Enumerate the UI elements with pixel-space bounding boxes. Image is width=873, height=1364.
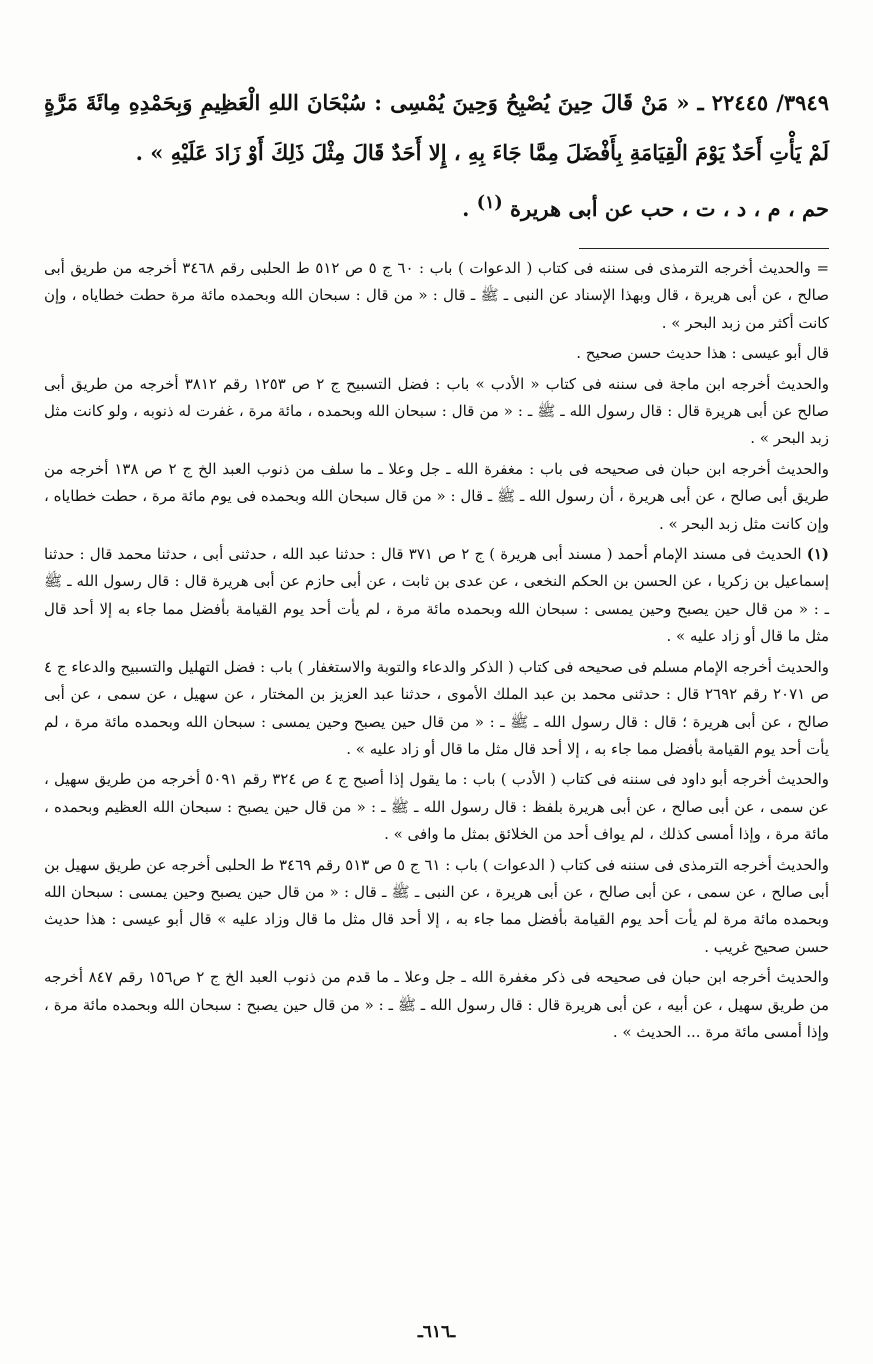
- footnote-divider: [579, 248, 829, 249]
- footnote-paragraph: والحديث أخرجه الإمام مسلم فى صحيحه فى كتاب ( الذكر والدعاء والتوبة والاستغفار ) باب : فضل التهليل والتسبيح والدعاء ج ٤ ص ٢٠٧١ رقم ٢٦٩٢ قال : حدثنى محمد بن عبد الملك الأموى ، حدثنا عبد العزيز بن المختار ، عن سهيل ، عن سمى ، عن أبى صالح ، عن أبى هريرة ؛ قال : قال رسول الله ـ ﷺ ـ : « من قال حين يصبح وحين يمسى : سبحان الله وبحمده مائة مرة ، لم يأت أحد يوم القيامة بأفضل مما جاء به ، إلا أحد قال مثل ما قال أو زاد عليه » .: [44, 657, 829, 758]
- note-paragraph: والحديث أخرجه ابن ماجة فى سننه فى كتاب « الأدب » باب : فضل التسبيح ج ٢ ص ١٢٥٣ رقم ٣٨١٢ أخرجه من طريق أبى صالح عن أبى هريرة قال : قال رسول الله ـ ﷺ ـ : « من قال : سبحان الله وبحمده ، مائة مرة ، غفرت له ذنوبه ، ولو كانت مثل زبد البحر » .: [44, 374, 830, 448]
- footnote-reference: (١): [476, 193, 503, 213]
- footnote-mark: (١): [806, 545, 830, 564]
- footnote-paragraph: والحديث أخرجه الترمذى فى سننه فى كتاب ( الدعوات ) باب : ٦١ ج ٥ ص ٥١٣ رقم ٣٤٦٩ ط الحلبى أخرجه عن طريق سهيل بن أبى صالح ، عن سمى ، عن أبى صالح ، عن أبى هريرة ، عن النبى ـ ﷺ ـ قال : « من قال حين يصبح وحين يمسى : سبحان الله وبحمده مائة مرة لم يأت أحد يوم القيامة بأفضل مما جاء به ، إلا أحد قال مثل ما قال وزاد عليه » قال أبو عيسى : هذا حديث حسن صحيح غريب .: [44, 855, 829, 956]
- hadith-main: [44, 78, 829, 234]
- page-content: [44, 78, 829, 1049]
- note-paragraph: والحديث أخرجه ابن حبان فى صحيحه فى باب : مغفرة الله ـ جل وعلا ـ ما سلف من ذنوب العبد الخ ج ٢ ص ١٣٨ أخرجه من طريق أبى صالح ، عن أبى هريرة ، أن رسول الله ـ ﷺ ـ قال : « من قال سبحان الله وبحمده فى يوم مائة مرة ، حطت خطاياه ، وإن كانت مثل زبد البحر » .: [44, 459, 829, 533]
- hadith-sources: حم ، م ، د ، ت ، حب عن أبى هريرة: [509, 196, 829, 221]
- note-paragraph: قال أبو عيسى : هذا حديث حسن صحيح .: [576, 344, 829, 363]
- page-number: ـ٦١٦ـ: [417, 1322, 456, 1342]
- notes-section: [44, 255, 829, 1046]
- footnote-paragraph: والحديث أخرجه أبو داود فى سننه فى كتاب ( الأدب ) باب : ما يقول إذا أصبح ج ٤ ص ٣٢٤ رقم ٥٠٩١ أخرجه من طريق سهيل ، عن سمى ، عن أبى صالح ، عن أبى هريرة بلفظ : قال رسول الله ـ ﷺ ـ : « من قال حين يصبح : سبحان الله العظيم وبحمده ، مائة مرة ، وإذا أمسى كذلك ، لم يواف أحد من الخلائق بمثل ما وافى » .: [44, 770, 830, 844]
- hadith-text: ـ « مَنْ قَالَ حِينَ يُصْبِحُ وَحِينَ يُمْسِى : سُبْحَانَ اللهِ الْعَظِيمِ وَبِحَمْدِهِ مِائَةَ مَرَّةٍ لَمْ يَأْتِ أَحَدٌ يَوْمَ الْقِيَامَةِ بِأَفْضَلَ مِمَّا جَاءَ بِهِ ، إِلا أَحَدٌ قَالَ مِثْلَ ذَلِكَ أَوْ زَادَ عَلَيْهِ » .: [44, 90, 829, 165]
- note-paragraph: = والحديث أخرجه الترمذى فى سننه فى كتاب ( الدعوات ) باب : ٦٠ ج ٥ ص ٥١٢ ط الحلبى رقم ٣٤٦٨ أخرجه من طريق أبى صالح ، عن أبى هريرة ، قال وبهذا الإسناد عن النبى ـ ﷺ ـ قال : « من قال : سبحان الله وبحمده مائة مرة حطت خطاياه ، وإن كانت أكثر من زبد البحر » .: [44, 259, 830, 332]
- hadith-sources-line: حم ، م ، د ، ت ، حب عن أبى هريرة $^{(١)}$ .: [462, 193, 829, 221]
- footnote-paragraph: (١) الحديث فى مسند الإمام أحمد ( مسند أبى هريرة ) ج ٢ ص ٣٧١ قال : حدثنا عبد الله ، حدثنى أبى ، حدثنا محمد قال : حدثنا إسماعيل بن زكريا ، عن الحسن بن الحكم النخعى ، عن عدى بن ثابت ، عن أبى حازم عن أبى هريرة قال : قال رسول الله ـ ﷺ ـ : « من قال حين يصبح وحين يمسى : سبحان الله وبحمده مائة مرة ، لم يأت أحد يوم القيامة بأفضل مما جاء به إلا أحد قال مثل ما قال أو زاد عليه » .: [44, 545, 830, 646]
- footnote-paragraph: والحديث أخرجه ابن حبان فى صحيحه فى ذكر مغفرة الله ـ جل وعلا ـ ما قدم من ذنوب العبد الخ ج ٢ ص١٥٦ رقم ٨٤٧ أخرجه من طريق سهيل ، عن أبيه ، عن أبى هريرة قال : قال رسول الله ـ ﷺ ـ : « من قال حين يصبح : سبحان الله وبحمده مائة مرة ، وإذا أمسى مائة مرة ... الحديث » .: [44, 968, 829, 1041]
- hadith-number: ٣٩٤٩/ ٢٢٤٤٥: [711, 90, 829, 115]
